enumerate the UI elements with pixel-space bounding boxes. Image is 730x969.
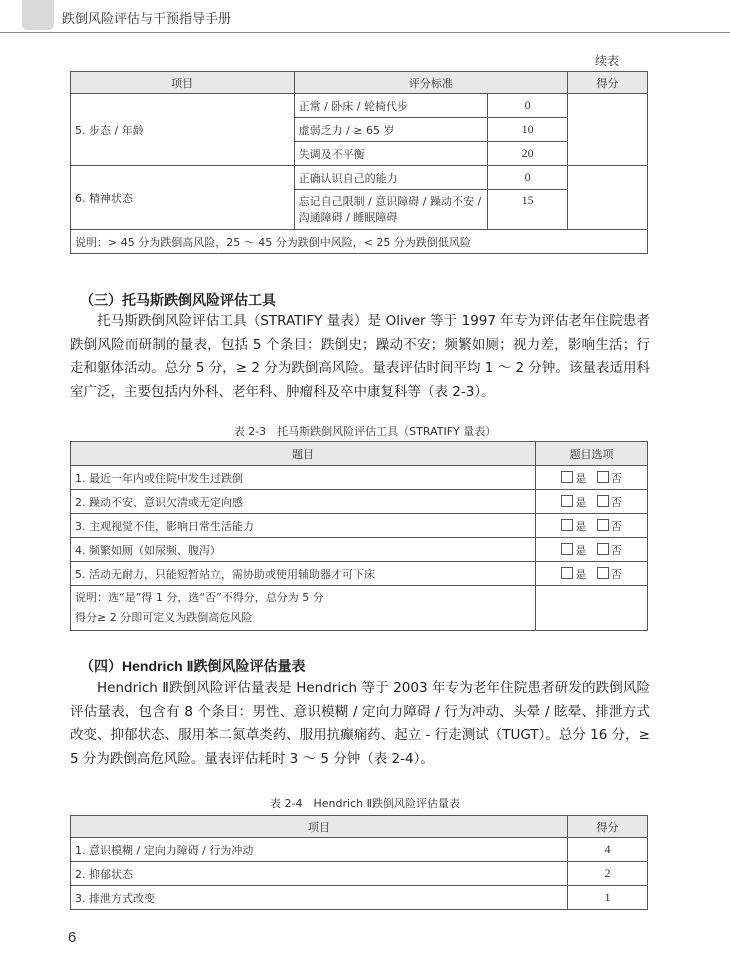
header-tab-decoration (22, 0, 54, 30)
checkbox-no[interactable] (597, 519, 609, 531)
question-cell: 4. 频繁如厕（如尿频、腹泻） (71, 538, 536, 562)
header-divider (0, 32, 730, 33)
table-row (71, 514, 648, 538)
item-cell: 1. 意识模糊 / 定向力障碍 / 行为冲动 (71, 838, 568, 862)
hendrich-table (70, 815, 648, 910)
question-cell: 5. 活动无耐力，只能短暂站立，需协助或使用辅助器才可下床 (71, 562, 536, 586)
question-cell: 2. 躁动不安、意识欠清或无定向感 (71, 490, 536, 514)
checkbox-no[interactable] (597, 543, 609, 555)
options-cell (536, 538, 648, 562)
score-cell: 2 (568, 862, 648, 886)
option-yes-label: 是 (575, 567, 587, 581)
option-no-label: 否 (610, 543, 622, 557)
table-row (71, 166, 648, 190)
criterion-cell: 失调及不平衡 (294, 142, 488, 166)
table-row (71, 886, 648, 910)
table-caption-2-4: 表 2-4 Hendrich Ⅱ跌倒风险评估量表 (270, 797, 460, 810)
criterion-cell: 正常 / 卧床 / 轮椅代步 (294, 94, 488, 118)
column-header-criteria: 评分标准 (294, 72, 568, 94)
body-paragraph-stratify: 托马斯跌倒风险评估工具（STRATIFY 量表）是 Oliver 等于 1997 年专为评估老年住院患者跌倒风险而研制的量表，包括 5 个条目：跌倒史；躁动不安；频繁如厕；视力差，影响生活；行走和躯体活动。总分 5 分，≥ 2 分为跌倒高风险。量表评估时间平均 1 ～ 2 分钟。该量表适用科室广泛，主要包括内外科、老年科、肿瘤科及卒中康复科等（表 2-3）。 (70, 313, 650, 400)
score-cell: 1 (568, 886, 648, 910)
table-caption-2-3: 表 2-3 托马斯跌倒风险评估工具（STRATIFY 量表） (233, 425, 497, 438)
option-no-label: 否 (610, 495, 622, 509)
option-no-label: 否 (610, 519, 622, 533)
option-no-label: 否 (610, 567, 622, 581)
option-yes-label: 是 (575, 495, 587, 509)
checkbox-yes[interactable] (561, 567, 573, 579)
checkbox-yes[interactable] (561, 495, 573, 507)
note-line: 得分≥ 2 分即可定义为跌倒高危风险 (75, 611, 253, 624)
score-cell (568, 166, 648, 230)
column-header-score: 得分 (568, 816, 648, 838)
options-cell (536, 490, 648, 514)
table-row (71, 838, 648, 862)
running-header-title: 跌倒风险评估与干预指导手册 (62, 12, 232, 27)
table-row (71, 862, 648, 886)
table-row (71, 466, 648, 490)
criterion-points: 20 (488, 142, 568, 166)
score-cell: 4 (568, 838, 648, 862)
question-cell: 1. 最近一年内或住院中发生过跌倒 (71, 466, 536, 490)
checkbox-yes[interactable] (561, 519, 573, 531)
option-yes-label: 是 (575, 519, 587, 533)
checkbox-yes[interactable] (561, 543, 573, 555)
fall-risk-scoring-table-continued (70, 71, 648, 254)
checkbox-no[interactable] (597, 495, 609, 507)
item-mental-state: 6. 精神状态 (71, 166, 295, 230)
options-cell (536, 514, 648, 538)
page-number: 6 (68, 929, 77, 946)
continued-label: 续表 (595, 54, 620, 68)
empty-cell (536, 586, 648, 631)
criterion-points: 15 (488, 190, 568, 230)
option-yes-label: 是 (575, 543, 587, 557)
table-row (71, 94, 648, 118)
body-paragraph-hendrich: Hendrich Ⅱ跌倒风险评估量表是 Hendrich 等于 2003 年专为老年住院患者研发的跌倒风险评估量表，包含有 8 个条目：男性、意识模糊 / 定向力障碍 / 行为冲动、头晕 / 眩晕、排泄方式改变、抑郁状态、服用苯二氮䓬类药、服用抗癫痫药、起立 - 行走测试（TUGT）。总分 16 分，≥ 5 分为跌倒高危风险。量表评估耗时 3 ～ 5 分钟（表 2-4）。 (70, 680, 650, 767)
table-note (71, 586, 536, 631)
note-line: 说明：选“是”得 1 分，选“否”不得分，总分为 5 分 (75, 591, 324, 604)
item-cell: 3. 排泄方式改变 (71, 886, 568, 910)
criterion-cell: 忘记自己限制 / 意识障碍 / 躁动不安 / 沟通障碍 / 睡眠障碍 (294, 190, 488, 230)
option-yes-label: 是 (575, 471, 587, 485)
criterion-cell: 虚弱乏力 / ≥ 65 岁 (294, 118, 488, 142)
criterion-points: 0 (488, 166, 568, 190)
item-gait-age: 5. 步态 / 年龄 (71, 94, 295, 166)
table-note-row (71, 586, 648, 631)
criterion-points: 0 (488, 94, 568, 118)
question-cell: 3. 主观视觉不佳，影响日常生活能力 (71, 514, 536, 538)
section-heading-hendrich: （四）Hendrich Ⅱ跌倒风险评估量表 (80, 658, 306, 674)
column-header-item: 项目 (71, 72, 295, 94)
options-cell (536, 562, 648, 586)
table-row (71, 562, 648, 586)
criterion-points: 10 (488, 118, 568, 142)
column-header-item: 项目 (71, 816, 568, 838)
table-row (71, 538, 648, 562)
table-row (71, 490, 648, 514)
table-note: 说明：> 45 分为跌倒高风险，25 ～ 45 分为跌倒中风险，< 25 分为跌倒低风险 (71, 230, 648, 254)
item-cell: 2. 抑郁状态 (71, 862, 568, 886)
checkbox-no[interactable] (597, 567, 609, 579)
table-note-row (71, 230, 648, 254)
score-cell (568, 94, 648, 166)
option-no-label: 否 (610, 471, 622, 485)
column-header-score: 得分 (568, 72, 648, 94)
column-header-options: 题目选项 (536, 442, 648, 466)
criterion-cell: 正确认识自己的能力 (294, 166, 488, 190)
column-header-question: 题目 (71, 442, 536, 466)
stratify-table (70, 441, 648, 631)
options-cell (536, 466, 648, 490)
section-heading-stratify: （三）托马斯跌倒风险评估工具 (80, 292, 276, 308)
checkbox-yes[interactable] (561, 471, 573, 483)
checkbox-no[interactable] (597, 471, 609, 483)
